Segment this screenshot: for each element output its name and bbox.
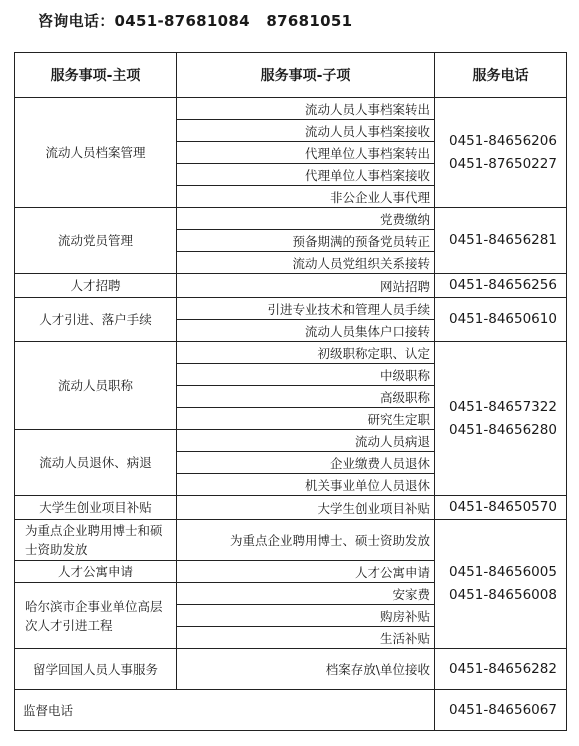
sub-item: 党费缴纳 xyxy=(177,208,435,230)
sub-item: 大学生创业项目补贴 xyxy=(177,496,435,520)
phone-cell xyxy=(435,342,567,496)
table-row xyxy=(15,274,567,298)
sub-item: 中级职称 xyxy=(177,364,435,386)
phone-number: 0451-84657322 xyxy=(449,398,557,415)
main-item: 留学回国人员人事服务 xyxy=(15,649,177,690)
phone-cell xyxy=(435,649,567,690)
sub-item: 代理单位人事档案接收 xyxy=(177,164,435,186)
phone-number: 0451-84656206 xyxy=(449,132,557,149)
sub-item: 人才公寓申请 xyxy=(177,561,435,583)
sub-item: 企业缴费人员退休 xyxy=(177,452,435,474)
main-item: 大学生创业项目补贴 xyxy=(15,496,177,520)
phone-number: 0451-84656256 xyxy=(449,277,557,293)
sub-item: 购房补贴 xyxy=(177,605,435,627)
phone-number: 0451-84650610 xyxy=(449,311,557,327)
sub-item: 为重点企业聘用博士、硕士资助发放 xyxy=(177,520,435,561)
table-row xyxy=(15,496,567,520)
table-row xyxy=(15,520,567,561)
phone-number: 0451-84656005 xyxy=(449,564,557,580)
phone-cell xyxy=(435,520,567,649)
main-item: 哈尔滨市企事业单位高层次人才引进工程 xyxy=(15,583,177,649)
main-item: 流动人员退休、病退 xyxy=(15,430,177,496)
sub-item: 研究生定职 xyxy=(177,408,435,430)
phone-number: 0451-87650227 xyxy=(449,155,557,172)
sub-item: 预备期满的预备党员转正 xyxy=(177,230,435,252)
main-item: 人才引进、落户手续 xyxy=(15,298,177,342)
sub-item: 代理单位人事档案转出 xyxy=(177,142,435,164)
phone-cell xyxy=(435,298,567,342)
sub-item: 档案存放\单位接收 xyxy=(177,649,435,690)
phone-cell xyxy=(435,496,567,520)
service-table xyxy=(14,52,567,731)
table-row xyxy=(15,342,567,364)
main-item: 人才公寓申请 xyxy=(15,561,177,583)
main-item: 流动人员职称 xyxy=(15,342,177,430)
phone-number: 0451-84650570 xyxy=(449,499,557,515)
sub-item: 非公企业人事代理 xyxy=(177,186,435,208)
header-main-item: 服务事项-主项 xyxy=(15,53,177,98)
phone-number: 0451-84656008 xyxy=(449,587,557,603)
sub-item: 流动人员人事档案转出 xyxy=(177,98,435,120)
sub-item: 高级职称 xyxy=(177,386,435,408)
main-item: 人才招聘 xyxy=(15,274,177,298)
header-phone: 服务电话 xyxy=(435,53,567,98)
sub-item: 网站招聘 xyxy=(177,274,435,298)
sub-item: 流动人员党组织关系接转 xyxy=(177,252,435,274)
sub-item: 初级职称定职、认定 xyxy=(177,342,435,364)
header-sub-item: 服务事项-子项 xyxy=(177,53,435,98)
phone-number: 0451-84656280 xyxy=(449,421,557,438)
supervision-row xyxy=(15,690,567,731)
sub-item: 引进专业技术和管理人员手续 xyxy=(177,298,435,320)
sub-item: 机关事业单位人员退休 xyxy=(177,474,435,496)
supervision-phone: 0451-84656067 xyxy=(435,690,567,731)
sub-item: 安家费 xyxy=(177,583,435,605)
supervision-label: 监督电话 xyxy=(15,690,435,731)
phone-cell xyxy=(435,98,567,208)
phone-cell xyxy=(435,274,567,298)
main-item: 流动人员档案管理 xyxy=(15,98,177,208)
consult-phone-line: 咨询电话：0451-87681084 87681051 xyxy=(38,12,353,30)
table-row xyxy=(15,298,567,320)
sub-item: 流动人员病退 xyxy=(177,430,435,452)
sub-item: 流动人员人事档案接收 xyxy=(177,120,435,142)
main-item: 流动党员管理 xyxy=(15,208,177,274)
table-row xyxy=(15,98,567,120)
main-item: 为重点企业聘用博士和硕士资助发放 xyxy=(15,520,177,561)
sub-item: 流动人员集体户口接转 xyxy=(177,320,435,342)
phone-number: 0451-84656282 xyxy=(449,660,557,677)
phone-cell xyxy=(435,208,567,274)
table-row xyxy=(15,649,567,690)
sub-item: 生活补贴 xyxy=(177,627,435,649)
table-row xyxy=(15,208,567,230)
header-row xyxy=(15,53,567,98)
phone-number: 0451-84656281 xyxy=(449,232,557,248)
